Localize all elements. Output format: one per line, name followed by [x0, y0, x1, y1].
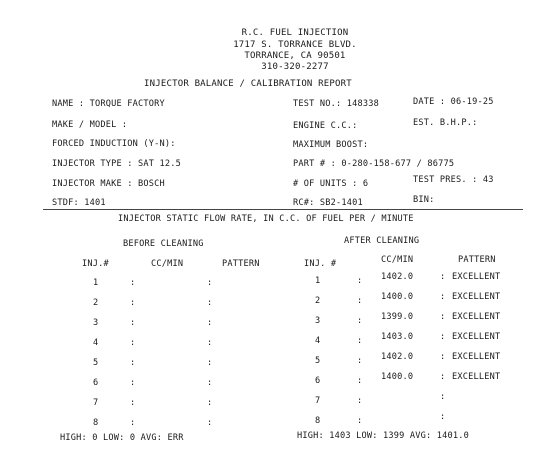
company-phone: 310-320-2277 [261, 62, 329, 72]
before-col-cc: CC/MIN [151, 259, 184, 269]
before-row-inj: 2 [93, 298, 99, 308]
before-row-inj: 7 [93, 398, 99, 408]
after-row-inj: 3 [315, 316, 321, 326]
after-row-colon: : [440, 392, 446, 402]
field-stdf: STDF: 1401 [52, 198, 106, 208]
after-row-inj: 4 [315, 336, 321, 346]
before-row-colon: : [130, 398, 136, 408]
before-row-colon: : [207, 358, 213, 368]
field-injector-make: INJECTOR MAKE : BOSCH [52, 179, 165, 189]
before-row-colon: : [130, 378, 136, 388]
after-row-cc: 1400.0 [381, 372, 414, 382]
company-name: R.C. FUEL INJECTION [241, 28, 349, 38]
after-row-colon: : [357, 416, 363, 426]
after-row-inj: 5 [315, 356, 321, 366]
field-date: DATE : 06-19-25 [413, 97, 494, 107]
after-row-colon: : [440, 412, 446, 422]
after-row-inj: 2 [315, 296, 321, 306]
after-row-inj: 6 [315, 376, 321, 386]
field-max-boost: MAXIMUM BOOST: [293, 140, 369, 150]
before-row-colon: : [130, 278, 136, 288]
after-row-pattern: EXCELLENT [452, 272, 501, 282]
before-col-inj: INJ.# [82, 259, 109, 269]
before-row-colon: : [130, 298, 136, 308]
before-row-inj: 5 [93, 358, 99, 368]
field-est-bhp: EST. B.H.P.: [413, 118, 478, 128]
company-street: 1717 S. TORRANCE BLVD. [233, 40, 357, 50]
before-row-colon: : [207, 278, 213, 288]
after-row-colon: : [440, 352, 446, 362]
after-row-colon: : [357, 356, 363, 366]
field-units: # OF UNITS : 6 [293, 179, 369, 189]
before-row-colon: : [207, 418, 213, 428]
after-cleaning-title: AFTER CLEANING [344, 236, 420, 246]
report-title: INJECTOR BALANCE / CALIBRATION REPORT [144, 79, 352, 89]
field-test-pres: TEST PRES. : 43 [413, 175, 494, 185]
after-row-inj: 8 [315, 416, 321, 426]
field-engine-cc: ENGINE C.C.: [293, 121, 358, 131]
before-row-inj: 8 [93, 418, 99, 428]
before-row-colon: : [130, 338, 136, 348]
before-row-colon: : [130, 418, 136, 428]
after-row-inj: 1 [315, 276, 321, 286]
after-col-cc: CC/MIN [381, 255, 414, 265]
before-row-colon: : [207, 378, 213, 388]
flow-rate-title: INJECTOR STATIC FLOW RATE, IN C.C. OF FUEL PER / MINUTE [118, 214, 414, 224]
after-row-colon: : [357, 376, 363, 386]
before-row-colon: : [207, 318, 213, 328]
after-row-colon: : [440, 332, 446, 342]
before-row-inj: 1 [93, 278, 99, 288]
after-col-inj: INJ. # [304, 259, 337, 269]
before-row-colon: : [130, 318, 136, 328]
before-summary: HIGH: 0 LOW: 0 AVG: ERR [60, 433, 184, 443]
before-row-colon: : [207, 398, 213, 408]
before-row-inj: 4 [93, 338, 99, 348]
after-row-cc: 1402.0 [381, 352, 414, 362]
after-row-inj: 7 [315, 396, 321, 406]
company-city: TORRANCE, CA 90501 [244, 51, 346, 61]
before-col-pattern: PATTERN [222, 259, 260, 269]
after-row-cc: 1403.0 [381, 332, 414, 342]
after-row-colon: : [440, 312, 446, 322]
after-row-colon: : [357, 316, 363, 326]
after-row-colon: : [440, 272, 446, 282]
field-injector-type: INJECTOR TYPE : SAT 12.5 [52, 159, 181, 169]
field-name: NAME : TORQUE FACTORY [52, 99, 165, 109]
field-rc-no: RC#: SB2-1401 [293, 198, 363, 208]
field-bin: BIN: [413, 195, 435, 205]
before-row-inj: 3 [93, 318, 99, 328]
field-test-no: TEST NO.: 148338 [293, 99, 379, 109]
before-row-colon: : [207, 298, 213, 308]
after-row-colon: : [357, 336, 363, 346]
after-row-colon: : [357, 276, 363, 286]
after-row-colon: : [357, 396, 363, 406]
before-row-colon: : [207, 338, 213, 348]
before-row-inj: 6 [93, 378, 99, 388]
field-make-model: MAKE / MODEL : [52, 120, 128, 130]
before-row-colon: : [130, 358, 136, 368]
after-row-pattern: EXCELLENT [452, 292, 501, 302]
after-row-cc: 1402.0 [381, 272, 414, 282]
after-row-pattern: EXCELLENT [452, 352, 501, 362]
divider-line [43, 209, 523, 210]
after-row-colon: : [440, 372, 446, 382]
after-row-pattern: EXCELLENT [452, 332, 501, 342]
after-row-pattern: EXCELLENT [452, 372, 501, 382]
after-row-colon: : [357, 296, 363, 306]
after-row-cc: 1400.0 [381, 292, 414, 302]
after-col-pattern: PATTERN [458, 255, 496, 265]
after-row-cc: 1399.0 [381, 312, 414, 322]
after-row-colon: : [440, 292, 446, 302]
field-forced-induction: FORCED INDUCTION (Y-N): [52, 139, 176, 149]
after-summary: HIGH: 1403 LOW: 1399 AVG: 1401.0 [297, 431, 469, 441]
after-row-pattern: EXCELLENT [452, 312, 501, 322]
field-part-no: PART # : 0-280-158-677 / 86775 [293, 159, 455, 169]
before-cleaning-title: BEFORE CLEANING [123, 239, 204, 249]
